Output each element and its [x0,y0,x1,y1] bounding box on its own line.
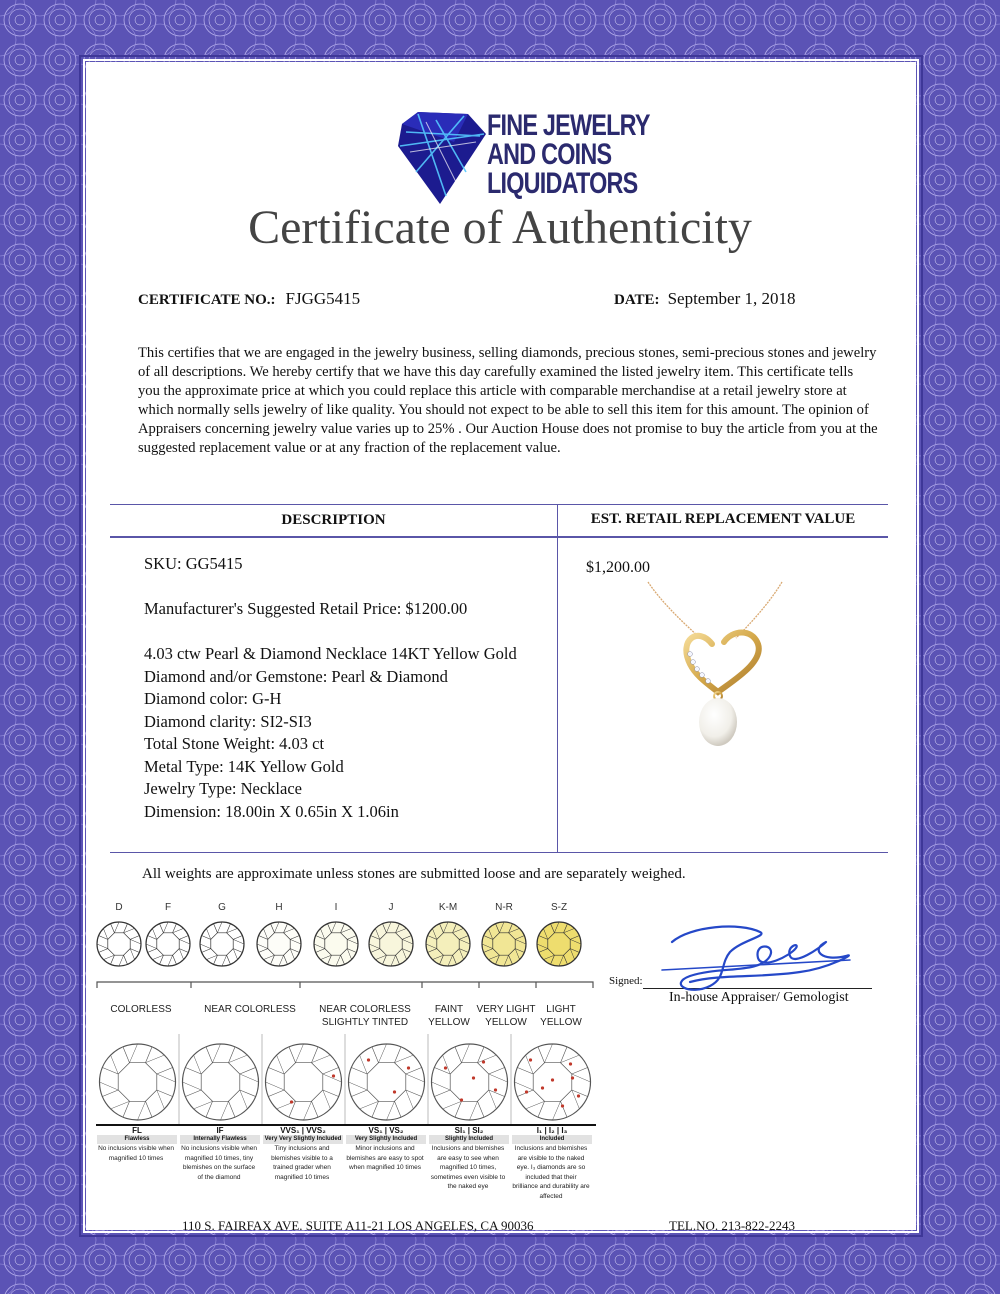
clarity-code: I₁ | I₂ | I₃ [536,1126,568,1135]
clarity-grade [97,1126,177,1163]
clarity-diamond [100,1044,176,1120]
certificate-number-label: CERTIFICATE NO.: [138,292,276,308]
clarity-grade [180,1126,260,1182]
color-grade-diamond [482,922,526,966]
description-header: DESCRIPTION [281,512,386,528]
color-category-line: FAINT [434,1004,464,1015]
color-category-line: SLIGHTLY TINTED [321,1017,409,1028]
signed-label: Signed: [609,975,643,987]
detail-line: Jewelry Type: Necklace [144,779,302,798]
clarity-name: Internally Flawless [180,1135,260,1144]
clarity-grade [346,1126,426,1173]
detail-line: Diamond clarity: SI2-SI3 [144,711,312,731]
diamond-clarity-chart [96,1030,596,1126]
clarity-name: Very Slightly Included [346,1135,426,1144]
color-grade-diamond [257,922,301,966]
color-grade-letter: K-M [438,902,458,913]
appraiser-role: In-house Appraiser/ Gemologist [669,990,849,1005]
clarity-diamond [432,1044,508,1120]
color-grade-letter: N-R [495,902,513,913]
color-category-line: LIGHT [546,1004,576,1015]
clarity-code: VVS₁ | VVS₂ [280,1126,326,1135]
clarity-diamond [349,1044,425,1120]
color-category-line: YELLOW [540,1017,582,1028]
gem-logo-icon [396,112,486,204]
sku: SKU: GG5415 [144,554,243,573]
color-category [536,1003,586,1029]
clarity-code: SI₁ | SI₂ [454,1126,484,1135]
footer-address: 110 S. FAIRFAX AVE. SUITE A11-21 LOS ANGELES, CA 90036 [182,1218,534,1233]
clarity-grade [429,1126,509,1192]
certification-statement: This certifies that we are engaged in the jewelry business, selling diamonds, precious stones, semi-precious stones and jewelry of all descriptions. We hereby certify that we have this day carefully examined the listed jewelry item. This certificate tells you the approximate price at which you could replace this article with comparable merchandise at a retail jewelry store at which normally sells jewelry of like quality. You should not expect to be able to sell this item for this amount. The opinion of Appraisers concerning jewelry value varies up to 25% . Our Auction House does not promise to buy the article from you at the suggested replacement value or at any fraction of the replacement value. [138,345,878,456]
clarity-description: Inclusions and blemishes are visible to the naked eye. I₃ diamonds are so included that their brilliance and durability are affected [512,1145,590,1200]
color-grade-letter: G [218,902,226,913]
color-category-line: NEAR COLORLESS [319,1004,411,1015]
logo-wordmark [487,111,650,198]
table-bottom-rule [110,852,888,853]
clarity-code: IF [216,1126,224,1135]
clarity-description: Tiny inclusions and blemishes visible to a trained grader when magnified 10 times [271,1145,333,1181]
msrp: Manufacturer's Suggested Retail Price: $1200.00 [144,599,468,618]
certificate-number-value: FJGG5415 [285,289,361,308]
clarity-grade [512,1126,592,1201]
clarity-code: VS₁ | VS₂ [368,1126,404,1135]
color-grade-diamond [314,922,358,966]
clarity-diamond [183,1044,259,1120]
color-grade-letter: J [388,902,394,913]
diamond-color-chart [95,912,595,1002]
clarity-name: Included [512,1135,592,1144]
page-title: Certificate of Authenticity [248,201,752,254]
logo-line-2: AND COINS [487,138,612,171]
clarity-grade [263,1126,343,1182]
color-category-line: COLORLESS [110,1004,172,1015]
color-category [312,1003,418,1029]
table-header-rule [110,536,888,538]
handwritten-signature [650,912,860,1002]
certificate-number [138,289,360,309]
color-category [476,1003,536,1029]
color-category-line: VERY LIGHT [476,1004,536,1015]
detail-line: Total Stone Weight: 4.03 ct [144,734,325,753]
color-category-line: YELLOW [485,1017,527,1028]
table-column-divider [557,504,558,852]
detail-line: Dimension: 18.00in X 0.65in X 1.06in [144,801,399,821]
clarity-diamond [515,1044,591,1120]
weights-note: All weights are approximate unless stones are submitted loose and are separately weighed. [142,866,686,882]
clarity-code: FL [132,1126,142,1135]
necklace-product-image [640,580,800,800]
certificate-date [614,289,796,309]
color-grade-diamond [200,922,244,966]
detail-line: Diamond and/or Gemstone: Pearl & Diamond [144,666,448,686]
date-value: September 1, 2018 [667,289,796,308]
clarity-description: No inclusions visible when magnified 10 times, tiny blemishes on the surface of the diamond [181,1145,257,1181]
color-grade-diamond [369,922,413,966]
color-category [200,1003,300,1016]
date-label: DATE: [614,292,660,308]
detail-line: Metal Type: 14K Yellow Gold [144,756,344,776]
logo-line-1: FINE JEWELRY [487,109,650,142]
replacement-value: $1,200.00 [586,559,650,576]
color-grade-diamond [97,922,141,966]
clarity-name: Very Very Slightly Included [264,1136,342,1142]
color-grade-letter: S-Z [550,902,568,913]
color-grade-diamond [146,922,190,966]
clarity-name: Slightly Included [429,1135,509,1144]
color-grade-letter: F [164,902,172,913]
table-top-rule [110,504,888,505]
clarity-description: Minor inclusions and blemishes are easy to spot when magnified 10 times [346,1145,424,1171]
color-grade-diamond [537,922,581,966]
color-category [424,1003,474,1029]
color-grade-letter: D [115,902,123,913]
clarity-name: Flawless [97,1135,177,1144]
logo-line-3: LIQUIDATORS [487,167,638,200]
color-category-line: NEAR COLORLESS [204,1004,296,1015]
color-grade-diamond [426,922,470,966]
clarity-description: Inclusions and blemishes are easy to see when magnified 10 times, sometimes even visible to the naked eye [430,1145,506,1190]
clarity-diamond [266,1044,342,1120]
detail-line: 4.03 ctw Pearl & Diamond Necklace 14KT Yellow Gold [144,644,517,663]
color-grade-letter: I [334,902,338,913]
clarity-description: No inclusions visible when magnified 10 times [98,1145,174,1162]
footer-phone: TEL.NO. 213-822-2243 [669,1218,796,1233]
color-grade-letter: H [275,902,283,913]
color-category-line: YELLOW [428,1017,470,1028]
value-header: EST. RETAIL REPLACEMENT VALUE [590,511,856,527]
detail-line: Diamond color: G-H [144,689,282,708]
color-category [98,1003,184,1016]
item-details [144,643,517,823]
